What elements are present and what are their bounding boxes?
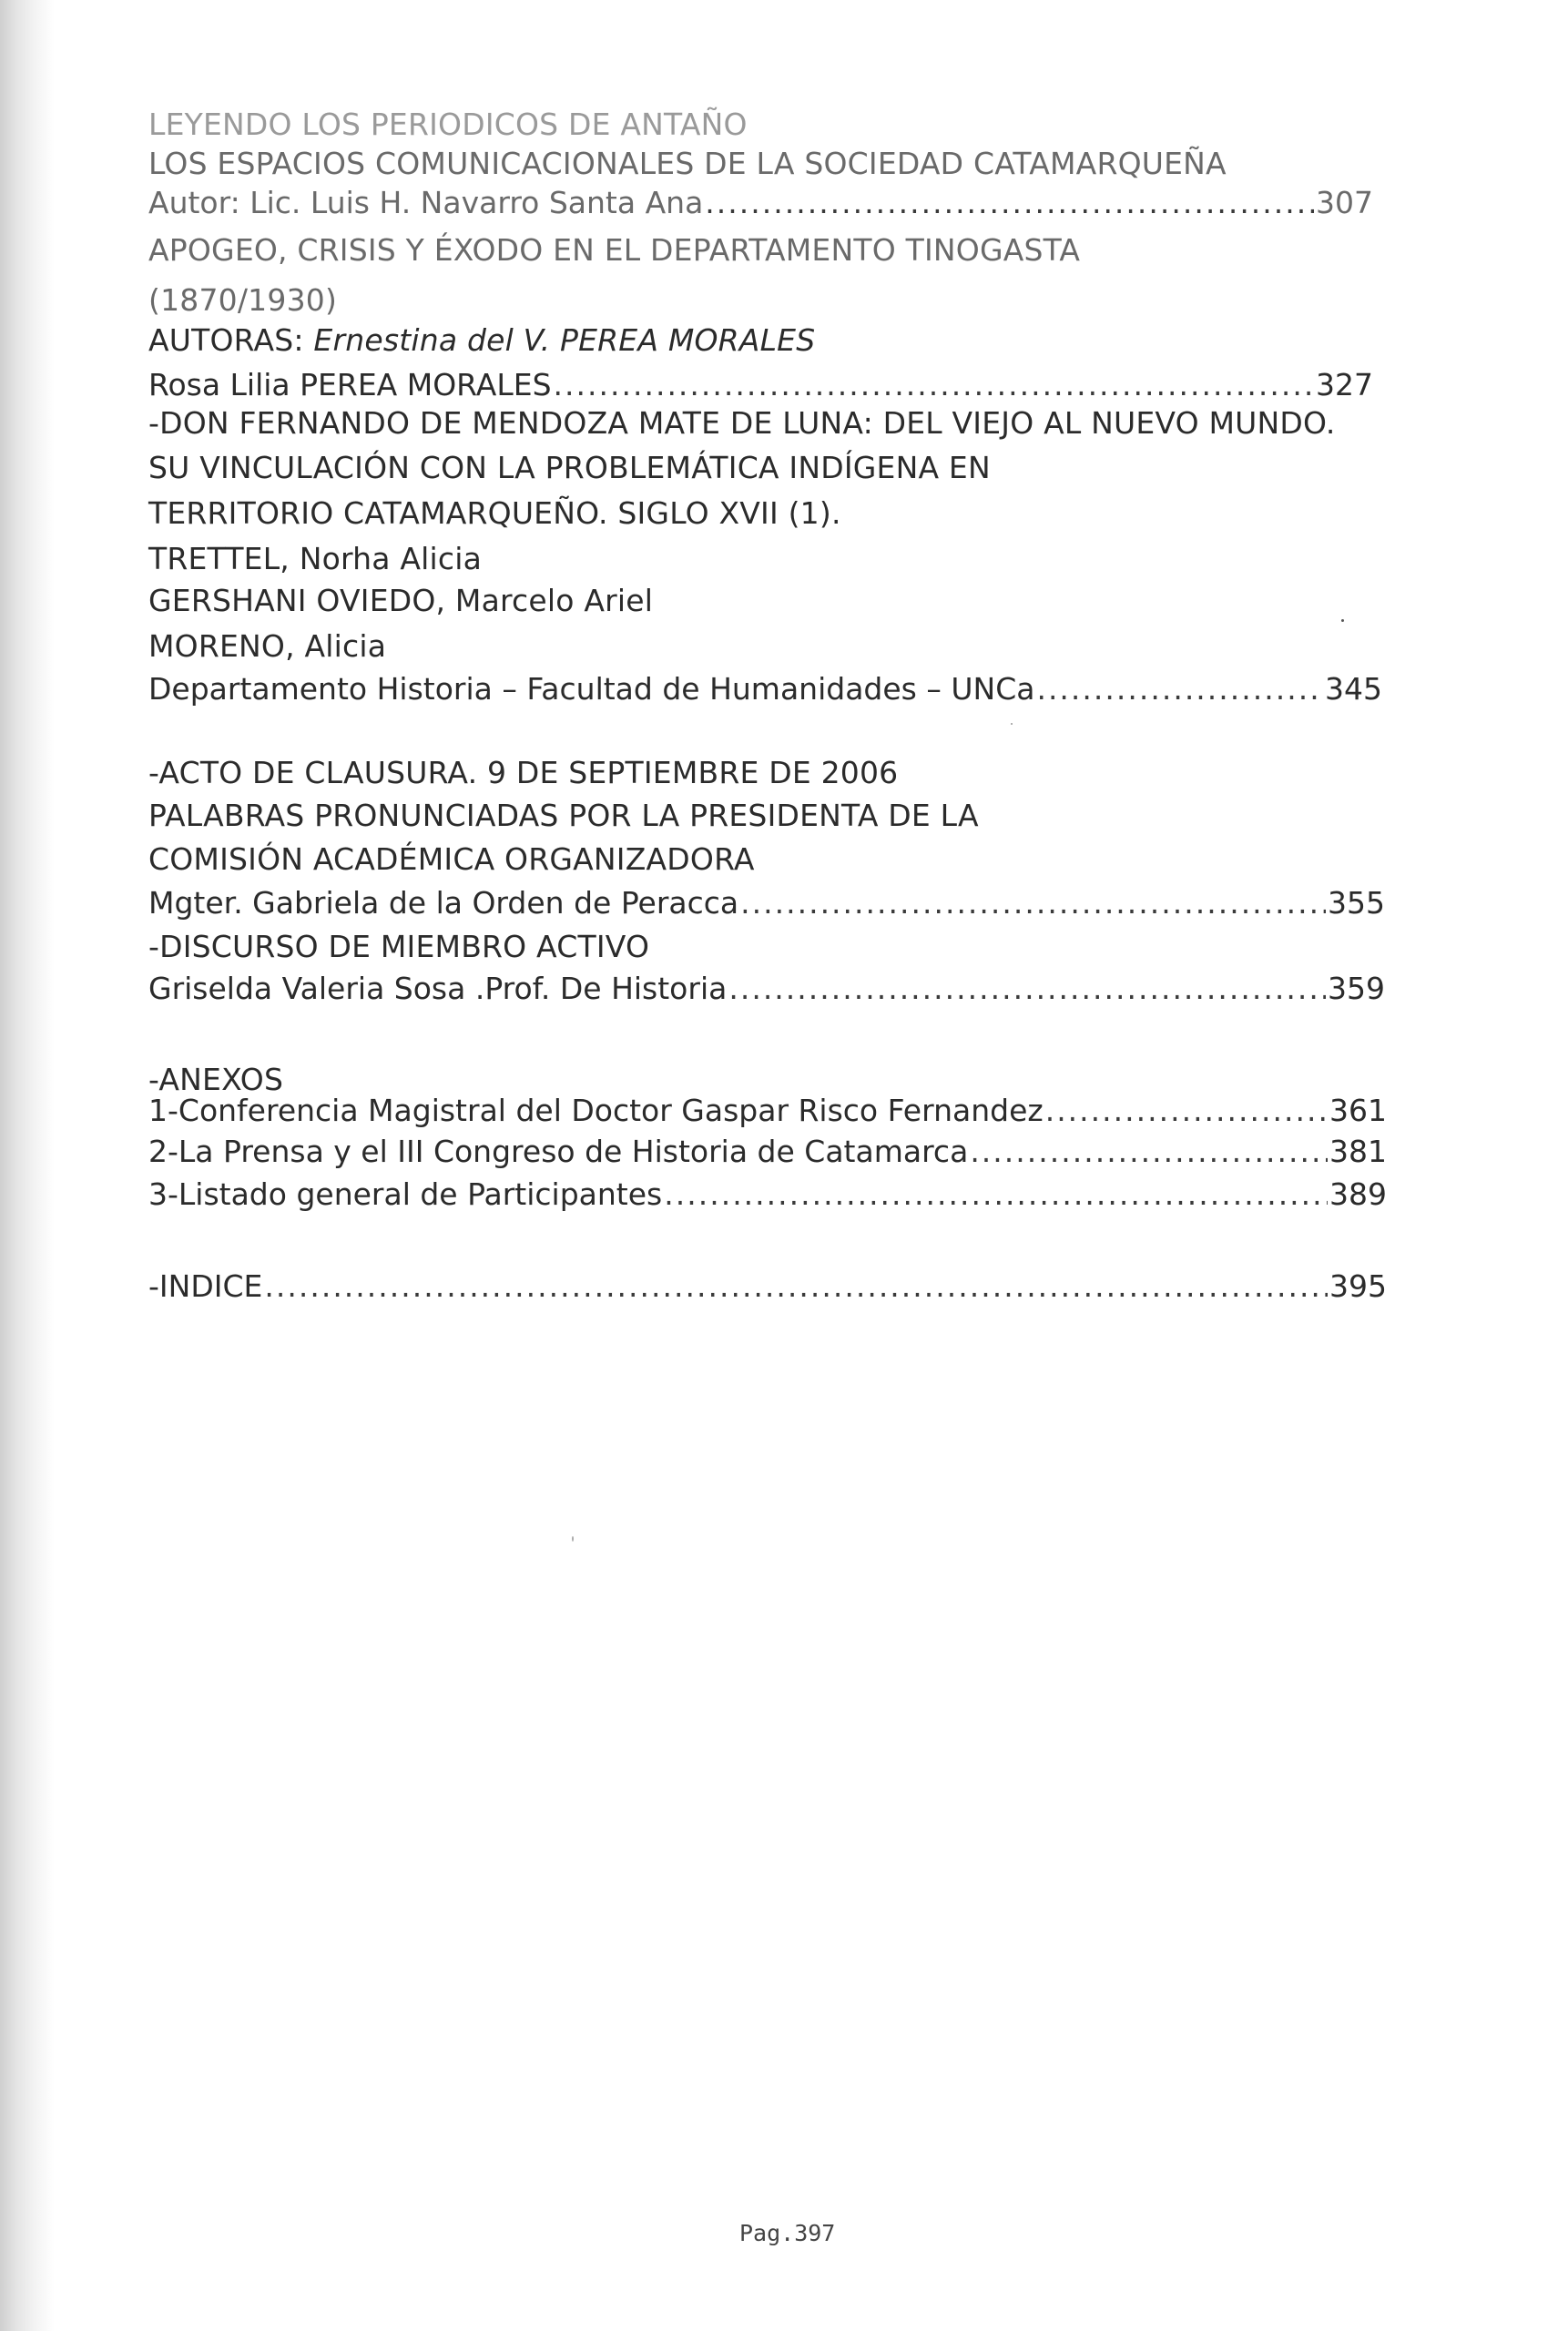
scan-speck <box>1011 723 1013 725</box>
toc-block4-title-line2: PALABRAS PRONUNCIADAS POR LA PRESIDENTA DE LA <box>148 798 979 833</box>
toc-block4-author: Mgter. Gabriela de la Orden de Peracca <box>148 885 739 921</box>
toc-annex-label: 2-La Prensa y el III Congreso de Historia de Catamarca <box>148 1134 969 1169</box>
toc-block3-title-line3: TERRITORIO CATAMARQUEÑO. SIGLO XVII (1). <box>148 495 841 531</box>
toc-entry-block1 <box>148 185 1373 221</box>
toc-block3-author1: TRETTEL, Norha Alicia <box>148 541 483 576</box>
toc-block2-author2: Rosa Lilia PEREA MORALES <box>148 367 552 402</box>
toc-annex-label: 3-Listado general de Participantes <box>148 1176 663 1212</box>
toc-block3-affiliation: Departamento Historia – Facultad de Humanidades – UNCa <box>148 671 1035 707</box>
toc-annexes-heading: -ANEXOS <box>148 1062 284 1097</box>
toc-block5-title: -DISCURSO DE MIEMBRO ACTIVO <box>148 929 650 964</box>
scan-speck <box>1341 619 1344 622</box>
toc-leader-dots <box>1045 1093 1328 1129</box>
scan-speck <box>572 1536 574 1542</box>
toc-leader-dots <box>970 1134 1328 1170</box>
toc-block3-author3: MORENO, Alicia <box>148 628 387 664</box>
toc-leader-dots <box>1036 671 1323 707</box>
toc-block1-title-line1: LEYENDO LOS PERIODICOS DE ANTAÑO <box>148 107 748 142</box>
toc-entry-index <box>148 1268 1387 1305</box>
toc-page-number: 327 <box>1316 367 1373 402</box>
toc-entry-block3 <box>148 671 1382 707</box>
toc-annex-label: 1-Conferencia Magistral del Doctor Gaspar Risco Fernandez <box>148 1093 1044 1128</box>
toc-block4-title-line1: -ACTO DE CLAUSURA. 9 DE SEPTIEMBRE DE 2006 <box>148 755 899 790</box>
toc-block3-author2: GERSHANI OVIEDO, Marcelo Ariel <box>148 583 654 618</box>
toc-page-number: 345 <box>1325 671 1382 707</box>
toc-leader-dots <box>554 367 1314 403</box>
toc-block2-title-line1: APOGEO, CRISIS Y ÉXODO EN EL DEPARTAMENTO TINOGASTA <box>148 232 1081 268</box>
toc-page-number: 395 <box>1329 1268 1387 1304</box>
toc-leader-dots <box>740 885 1326 921</box>
toc-block2-authors-label: AUTORAS: <box>148 322 314 358</box>
toc-page-number: 381 <box>1329 1134 1387 1169</box>
toc-block3-title-line1: -DON FERNANDO DE MENDOZA MATE DE LUNA: DEL VIEJO AL NUEVO MUNDO. <box>148 405 1336 441</box>
page-number-footer: Pag.397 <box>739 2220 836 2246</box>
toc-page-number: 361 <box>1329 1093 1387 1128</box>
toc-entry-annex-2 <box>148 1134 1387 1170</box>
toc-entry-block5 <box>148 971 1385 1007</box>
toc-index-label: -INDICE <box>148 1268 263 1304</box>
toc-block1-author: Autor: Lic. Luis H. Navarro Santa Ana <box>148 185 704 220</box>
toc-page-number: 307 <box>1316 185 1373 220</box>
toc-page-number: 359 <box>1328 971 1385 1006</box>
toc-entry-block4 <box>148 885 1385 921</box>
toc-leader-dots <box>664 1176 1328 1213</box>
toc-entry-annex-3 <box>148 1176 1387 1213</box>
toc-block2-authors <box>148 322 815 359</box>
toc-block1-title-line2: LOS ESPACIOS COMUNICACIONALES DE LA SOCIEDAD CATAMARQUEÑA <box>148 146 1227 181</box>
toc-block4-title-line3: COMISIÓN ACADÉMICA ORGANIZADORA <box>148 841 755 877</box>
toc-block5-author: Griselda Valeria Sosa .Prof. De Historia <box>148 971 728 1006</box>
toc-block2-authors-name: Ernestina del V. PEREA MORALES <box>313 322 816 358</box>
toc-page-number: 389 <box>1329 1176 1387 1212</box>
toc-leader-dots <box>705 185 1314 221</box>
toc-entry-block2 <box>148 367 1373 403</box>
toc-block2-title-line2: (1870/1930) <box>148 282 338 318</box>
toc-leader-dots <box>264 1268 1328 1305</box>
toc-page-number: 355 <box>1328 885 1385 921</box>
toc-block3-title-line2: SU VINCULACIÓN CON LA PROBLEMÁTICA INDÍGENA EN <box>148 450 991 485</box>
toc-entry-annex-1 <box>148 1093 1387 1129</box>
toc-leader-dots <box>728 971 1326 1007</box>
